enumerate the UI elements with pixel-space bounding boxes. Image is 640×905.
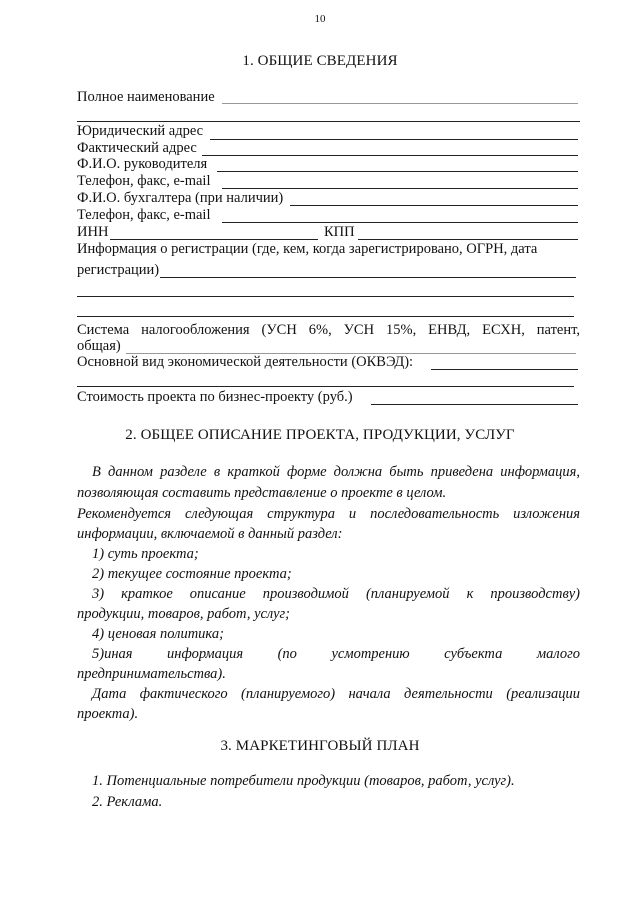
page-number: 10	[314, 13, 326, 25]
actual-address-label: Фактический адрес	[77, 140, 197, 156]
inn-field[interactable]	[110, 239, 318, 240]
registration-field-line3[interactable]	[77, 316, 574, 317]
list-item-1: 1) суть проекта;	[92, 546, 199, 562]
full-name-label: Полное наименование	[77, 89, 215, 105]
legal-address-label: Юридический адрес	[77, 123, 204, 139]
list-item-5-line1: 5)иная информация (по усмотрению субъекта малого	[92, 646, 580, 662]
list-item-2: 2) текущее состояние проекта;	[92, 566, 292, 582]
phone2-field[interactable]	[222, 222, 578, 223]
okved-label: Основной вид экономической деятельности (ОКВЭД):	[77, 354, 414, 370]
registration-label-line1: Информация о регистрации (где, кем, когда зарегистрировано, ОГРН, дата	[77, 241, 538, 257]
okved-field-line2[interactable]	[77, 386, 574, 387]
start-date-line2: проекта).	[77, 706, 139, 722]
marketing-item-1: 1. Потенциальные потребители продукции (товаров, работ, услуг).	[92, 773, 515, 789]
cost-field[interactable]	[371, 404, 578, 405]
director-label: Ф.И.О. руководителя	[77, 156, 208, 172]
registration-field-line2[interactable]	[77, 296, 574, 297]
full-name-field-line2[interactable]	[77, 121, 580, 122]
list-item-4: 4) ценовая политика;	[92, 626, 224, 642]
marketing-item-2: 2. Реклама.	[92, 794, 163, 810]
legal-address-field[interactable]	[210, 139, 578, 140]
cost-label: Стоимость проекта по бизнес-проекту (руб.)	[77, 389, 353, 405]
recommendation-line1: Рекомендуется следующая структура и последовательность изложения	[77, 506, 580, 522]
registration-label-line2: регистрации)	[77, 262, 160, 278]
kpp-label: КПП	[324, 224, 355, 240]
phone1-label: Телефон, факс, e-mail	[77, 173, 211, 189]
kpp-field[interactable]	[358, 239, 578, 240]
inn-label: ИНН	[77, 224, 109, 240]
recommendation-line2: информации, включаемой в данный раздел:	[77, 526, 343, 542]
phone2-label: Телефон, факс, e-mail	[77, 207, 211, 223]
okved-field[interactable]	[431, 369, 578, 370]
actual-address-field[interactable]	[202, 155, 578, 156]
tax-label-line2: общая)	[77, 338, 121, 354]
start-date-line1: Дата фактического (планируемого) начала деятельности (реализации	[92, 686, 580, 702]
full-name-field[interactable]	[222, 103, 578, 104]
section3-heading: 3. МАРКЕТИНГОВЫЙ ПЛАН	[220, 738, 420, 754]
list-item-5-line2: предпринимательства).	[77, 666, 226, 682]
registration-field[interactable]	[160, 277, 576, 278]
intro-line1: В данном разделе в краткой форме должна быть приведена информация,	[92, 464, 580, 480]
list-item-3-line2: продукции, товаров, работ, услуг;	[77, 606, 290, 622]
accountant-field[interactable]	[290, 205, 578, 206]
director-field[interactable]	[217, 171, 578, 172]
phone1-field[interactable]	[222, 188, 578, 189]
list-item-3-line1: 3) краткое описание производимой (планируемой к производству)	[92, 586, 580, 602]
accountant-label: Ф.И.О. бухгалтера (при наличии)	[77, 190, 284, 206]
tax-label-line1: Система налогообложения (УСН 6%, УСН 15%, ЕНВД, ЕСХН, патент,	[77, 322, 580, 338]
section1-heading: 1. ОБЩИЕ СВЕДЕНИЯ	[242, 53, 398, 69]
intro-line2: позволяющая составить представление о проекте в целом.	[77, 485, 447, 501]
section2-heading: 2. ОБЩЕЕ ОПИСАНИЕ ПРОЕКТА, ПРОДУКЦИИ, УСЛУГ	[125, 427, 515, 443]
